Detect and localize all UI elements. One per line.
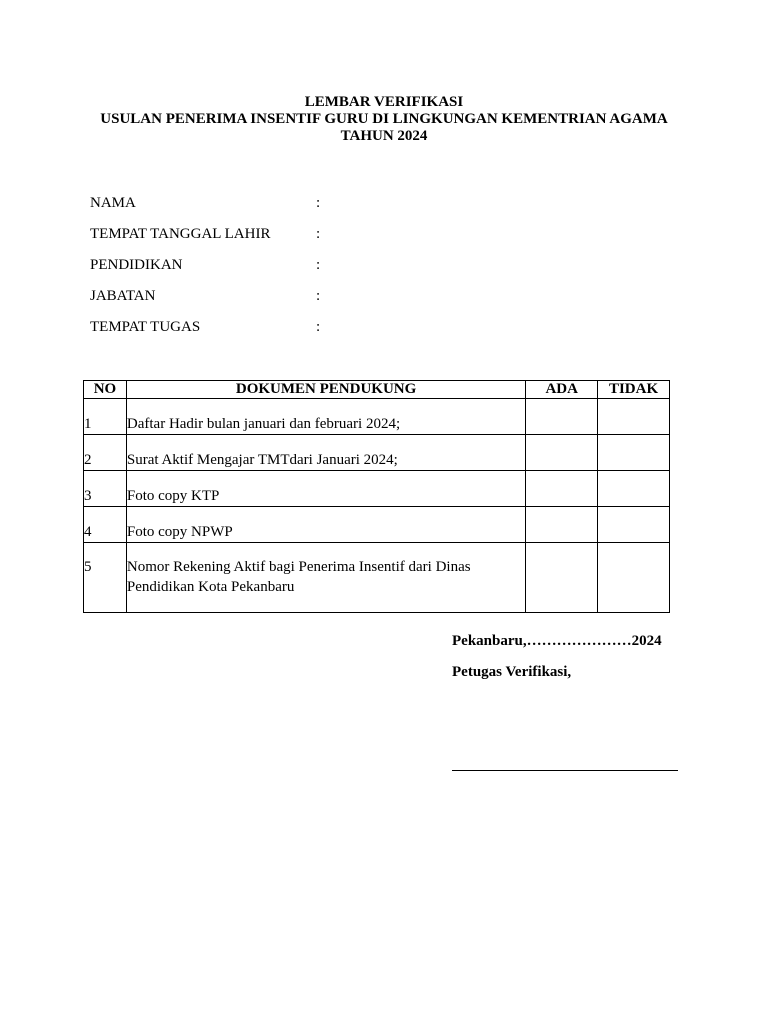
field-label: PENDIDIKAN: [90, 257, 183, 273]
row-number-text: 5: [84, 559, 92, 575]
row-document: Foto copy KTP: [126, 471, 525, 507]
title-line-3: TAHUN 2024: [340, 128, 428, 144]
checkbox-ada[interactable]: [526, 543, 598, 613]
field-label: TEMPAT TANGGAL LAHIR: [90, 226, 271, 242]
table-row: [84, 399, 670, 435]
checkbox-tidak[interactable]: [598, 543, 670, 613]
signature-line: [452, 770, 678, 771]
header-tidak: TIDAK: [598, 381, 670, 399]
field-colon: :: [316, 319, 321, 335]
row-document: Surat Aktif Mengajar TMTdari Januari 2024;: [126, 435, 525, 471]
table-row: [84, 435, 670, 471]
checkbox-ada[interactable]: [526, 471, 598, 507]
table-row: [84, 507, 670, 543]
header-no: NO: [84, 381, 127, 399]
field-colon: :: [316, 226, 321, 242]
row-document: Daftar Hadir bulan januari dan februari 2024;: [126, 399, 525, 435]
row-document-line-1: Nomor Rekening Aktif bagi Penerima Insentif dari Dinas: [126, 559, 471, 575]
row-document: [126, 543, 525, 613]
checkbox-ada[interactable]: [526, 507, 598, 543]
field-colon: :: [316, 257, 321, 273]
table-header-row: [84, 381, 670, 399]
checkbox-tidak[interactable]: [598, 507, 670, 543]
signature-role: Petugas Verifikasi,: [452, 664, 572, 680]
table-row: [84, 543, 670, 613]
checkbox-tidak[interactable]: [598, 435, 670, 471]
field-label: TEMPAT TUGAS: [90, 319, 201, 335]
row-number: [84, 543, 127, 613]
document-title: [84, 94, 684, 145]
row-document-line-2: Pendidikan Kota Pekanbaru: [126, 579, 295, 595]
table-row: [84, 471, 670, 507]
row-document: Foto copy NPWP: [126, 507, 525, 543]
checkbox-tidak[interactable]: [598, 471, 670, 507]
checkbox-ada[interactable]: [526, 435, 598, 471]
field-colon: :: [316, 288, 321, 304]
row-number: 3: [84, 471, 127, 507]
field-label: NAMA: [90, 195, 136, 211]
row-number: 2: [84, 435, 127, 471]
supporting-documents-table: [83, 380, 670, 613]
checkbox-ada[interactable]: [526, 399, 598, 435]
row-number: 1: [84, 399, 127, 435]
field-colon: :: [316, 195, 321, 211]
signature-place-date: Pekanbaru,…………………2024: [452, 633, 662, 649]
title-line-1: LEMBAR VERIFIKASI: [304, 94, 464, 110]
checkbox-tidak[interactable]: [598, 399, 670, 435]
header-document: DOKUMEN PENDUKUNG: [126, 381, 525, 399]
title-line-2: USULAN PENERIMA INSENTIF GURU DI LINGKUNGAN KEMENTRIAN AGAMA: [100, 111, 668, 127]
field-label: JABATAN: [90, 288, 156, 304]
row-number: 4: [84, 507, 127, 543]
header-ada: ADA: [526, 381, 598, 399]
